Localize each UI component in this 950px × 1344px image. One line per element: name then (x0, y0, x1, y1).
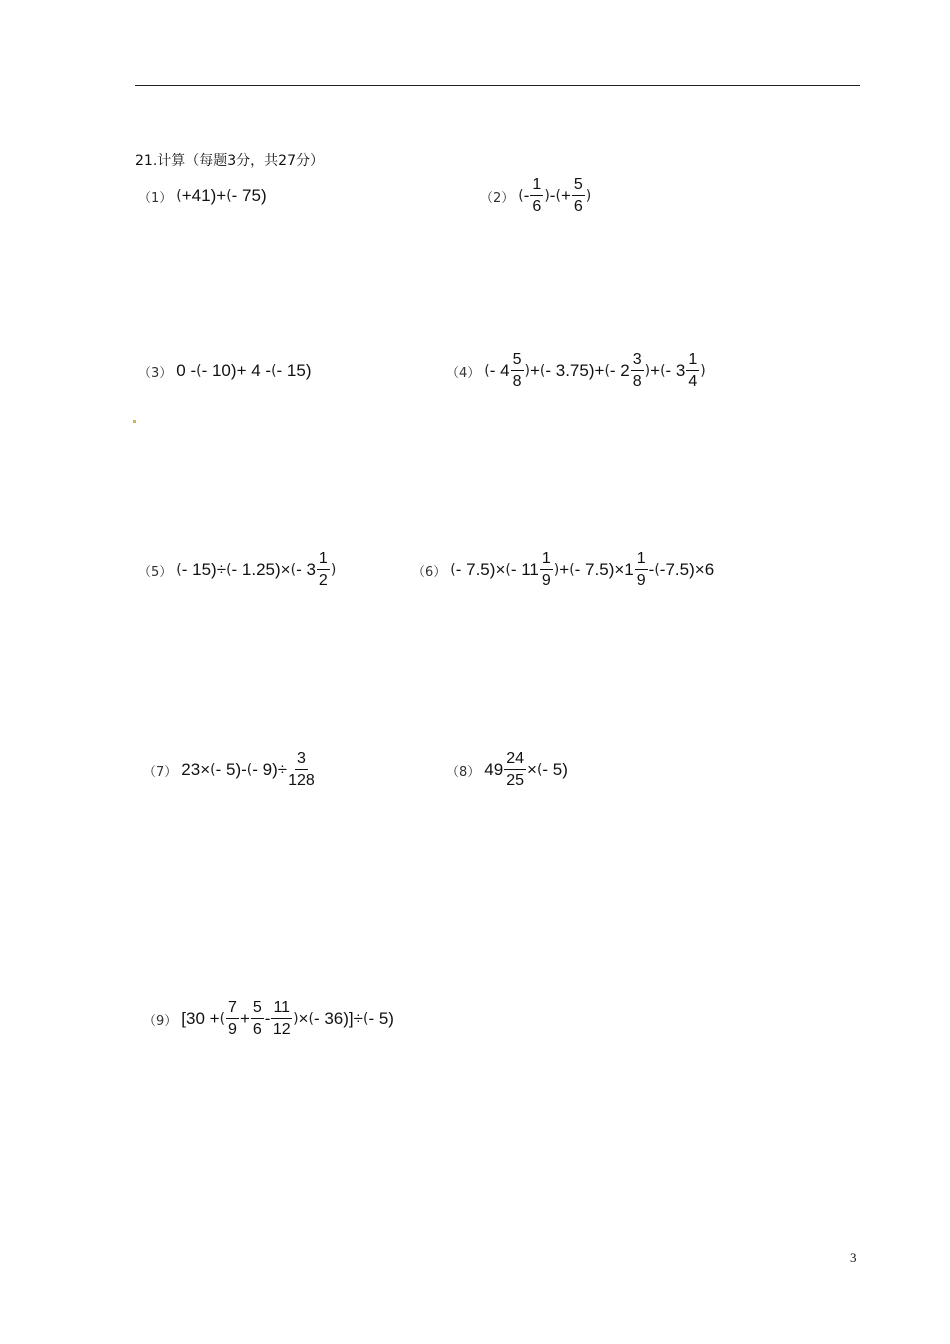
problem-3 (138, 346, 312, 396)
fraction: $\frac{5}{8}$ (512, 351, 522, 390)
problem-label: （2） (480, 190, 515, 206)
fraction: $\frac{11}{12}$ (272, 999, 291, 1038)
fraction: $\frac{1}{9}$ (541, 550, 551, 589)
fraction: $\frac{3}{8}$ (632, 351, 642, 390)
header-rule (135, 85, 860, 86)
problem-label: （1） (138, 190, 173, 206)
problem-expression: ( - 7.5) × ( - 11 $\frac{1}{9}$ ) + ( - 7.5) ×1 $\frac{1}{9}$ - ( -7.5) ×6 (450, 550, 715, 589)
fraction: $\frac{1}{2}$ (318, 550, 328, 589)
problem-7 (143, 745, 316, 795)
problem-expression: 49 $\frac{24}{25}$ × ( - 5) (484, 750, 568, 789)
problem-expression: 0 - ( - 10) + 4 - ( - 15) (176, 361, 312, 380)
section-heading: 21.计算（每题3分，共27分） (135, 153, 324, 169)
problem-expression: [30 + ( $\frac{7}{9}$ + $\frac{5}{6}$ - $\frac{11}{12}$ ) × ( - 36)] ÷ ( - 5) (181, 999, 394, 1038)
problem-expression: ( - 4 $\frac{5}{8}$ ) + ( - 3.75) + ( - 2 $\frac{3}{8}$ ) + ( - 3 $\frac{1}{4}$ ) (484, 351, 706, 390)
problem-6 (412, 545, 714, 595)
page-number: 3 (850, 1250, 857, 1265)
stray-mark (133, 420, 136, 423)
problem-expression: 23 × ( - 5) - ( - 9) ÷ $\frac{3}{128}$ (181, 750, 315, 789)
problem-label: （5） (138, 564, 173, 580)
problem-label: （9） (143, 1013, 178, 1029)
fraction: $\frac{5}{6}$ (573, 176, 583, 215)
fraction: $\frac{24}{25}$ (506, 750, 524, 789)
problem-1 (138, 171, 267, 221)
problem-label: （4） (446, 365, 481, 381)
problem-2 (480, 171, 591, 221)
fraction: $\frac{1}{4}$ (688, 351, 698, 390)
problem-8 (446, 745, 568, 795)
problem-expression: ( +41) + ( - 75) (176, 186, 267, 205)
problem-expression: ( - $\frac{1}{6}$ ) - ( + $\frac{5}{6}$ ) (518, 176, 592, 215)
problem-label: （8） (446, 764, 481, 780)
problem-4 (446, 346, 706, 396)
problem-9 (143, 994, 394, 1044)
fraction: $\frac{1}{9}$ (636, 550, 646, 589)
fraction: $\frac{5}{6}$ (252, 999, 262, 1038)
problem-label: （6） (412, 564, 447, 580)
problem-5 (138, 545, 336, 595)
problem-label: （7） (143, 764, 178, 780)
problem-expression: ( - 15) ÷ ( - 1.25) × ( - 3 $\frac{1}{2}$ ) (176, 550, 337, 589)
problem-label: （3） (138, 365, 173, 381)
fraction: $\frac{1}{6}$ (532, 176, 542, 215)
fraction: $\frac{3}{128}$ (288, 750, 315, 789)
fraction: $\frac{7}{9}$ (228, 999, 237, 1038)
